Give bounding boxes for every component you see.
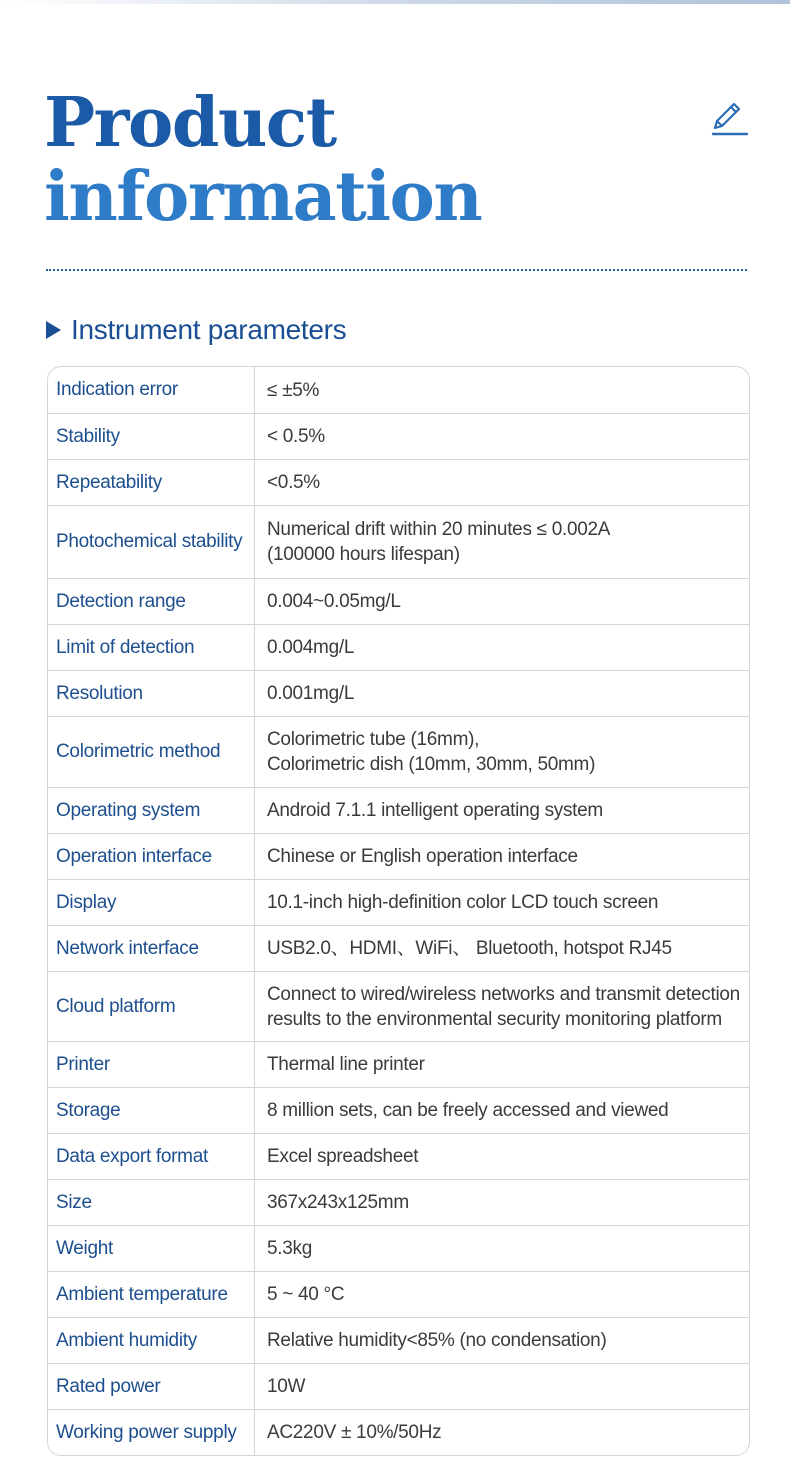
table-row	[48, 787, 749, 833]
parameter-label: Ambient humidity	[48, 1318, 255, 1363]
parameter-value: 8 million sets, can be freely accessed and viewed	[267, 1100, 669, 1121]
table-row	[48, 1317, 749, 1363]
table-row	[48, 925, 749, 971]
parameter-label: Cloud platform	[48, 972, 255, 1041]
parameter-label: Display	[48, 880, 255, 925]
parameter-value: 0.001mg/L	[267, 683, 355, 704]
parameter-label: Operating system	[48, 788, 255, 833]
table-row	[48, 413, 749, 459]
table-row	[48, 879, 749, 925]
parameter-label: Storage	[48, 1088, 255, 1133]
parameter-label: Printer	[48, 1042, 255, 1087]
triangle-right-icon	[46, 321, 61, 339]
parameter-value: Chinese or English operation interface	[267, 846, 578, 867]
table-row	[48, 505, 749, 578]
parameters-table	[47, 366, 750, 1456]
table-row	[48, 1271, 749, 1317]
parameter-value: 0.004~0.05mg/L	[267, 591, 401, 612]
table-row	[48, 1409, 749, 1455]
pen-with-underline-icon	[707, 98, 749, 140]
parameter-label: Rated power	[48, 1364, 255, 1409]
parameter-label: Data export format	[48, 1134, 255, 1179]
parameter-label: Resolution	[48, 671, 255, 716]
parameter-value: AC220V ± 10%/50Hz	[267, 1422, 442, 1443]
parameter-value: Android 7.1.1 intelligent operating system	[267, 800, 603, 821]
parameter-label: Colorimetric method	[48, 717, 255, 787]
parameter-label: Size	[48, 1180, 255, 1225]
parameter-value: 367x243x125mm	[267, 1192, 409, 1213]
dotted-divider	[46, 269, 747, 271]
parameter-value: Numerical drift within 20 minutes ≤ 0.002A (100000 hours lifespan)	[267, 519, 611, 565]
parameter-value: 5.3kg	[267, 1238, 312, 1259]
parameter-value: 0.004mg/L	[267, 637, 355, 658]
parameter-value: Excel spreadsheet	[267, 1146, 419, 1167]
parameter-value: USB2.0、HDMI、WiFi、 Bluetooth, hotspot RJ45	[267, 938, 672, 959]
parameter-label: Operation interface	[48, 834, 255, 879]
parameter-value: <0.5%	[267, 472, 320, 493]
parameter-value: Connect to wired/wireless networks and transmit detection results to the environmental security monitoring platform	[267, 983, 740, 1030]
page-title	[44, 83, 482, 237]
table-row	[48, 367, 749, 413]
parameter-label: Stability	[48, 414, 255, 459]
table-row	[48, 1041, 749, 1087]
section-heading	[46, 312, 346, 348]
table-row	[48, 1087, 749, 1133]
table-row	[48, 1363, 749, 1409]
parameter-label: Weight	[48, 1226, 255, 1271]
parameter-label: Working power supply	[48, 1410, 255, 1455]
table-row	[48, 1133, 749, 1179]
parameter-label: Limit of detection	[48, 625, 255, 670]
parameter-value: Thermal line printer	[267, 1054, 425, 1075]
parameter-value: Relative humidity<85% (no condensation)	[267, 1330, 607, 1351]
top-accent-bar	[0, 0, 790, 4]
parameter-value: Colorimetric tube (16mm), Colorimetric dish (10mm, 30mm, 50mm)	[267, 729, 596, 775]
table-row	[48, 971, 749, 1041]
parameter-value: < 0.5%	[267, 426, 325, 447]
page-title-line1: Product	[44, 83, 336, 163]
parameter-label: Detection range	[48, 579, 255, 624]
page-title-line2: information	[44, 157, 482, 237]
parameter-label: Network interface	[48, 926, 255, 971]
table-row	[48, 1179, 749, 1225]
parameter-label: Ambient temperature	[48, 1272, 255, 1317]
parameter-value: 5 ~ 40 °C	[267, 1284, 345, 1305]
table-row	[48, 578, 749, 624]
table-row	[48, 1225, 749, 1271]
parameter-value: ≤ ±5%	[267, 379, 320, 401]
parameter-label: Photochemical stability	[48, 506, 255, 578]
parameter-value: 10W	[267, 1376, 306, 1397]
table-row	[48, 459, 749, 505]
section-heading-text: Instrument parameters	[71, 314, 347, 345]
table-row	[48, 716, 749, 787]
table-row	[48, 670, 749, 716]
table-row	[48, 624, 749, 670]
table-row	[48, 833, 749, 879]
parameter-value: 10.1-inch high-definition color LCD touch screen	[267, 892, 659, 913]
parameter-label: Indication error	[48, 367, 255, 413]
parameter-label: Repeatability	[48, 460, 255, 505]
